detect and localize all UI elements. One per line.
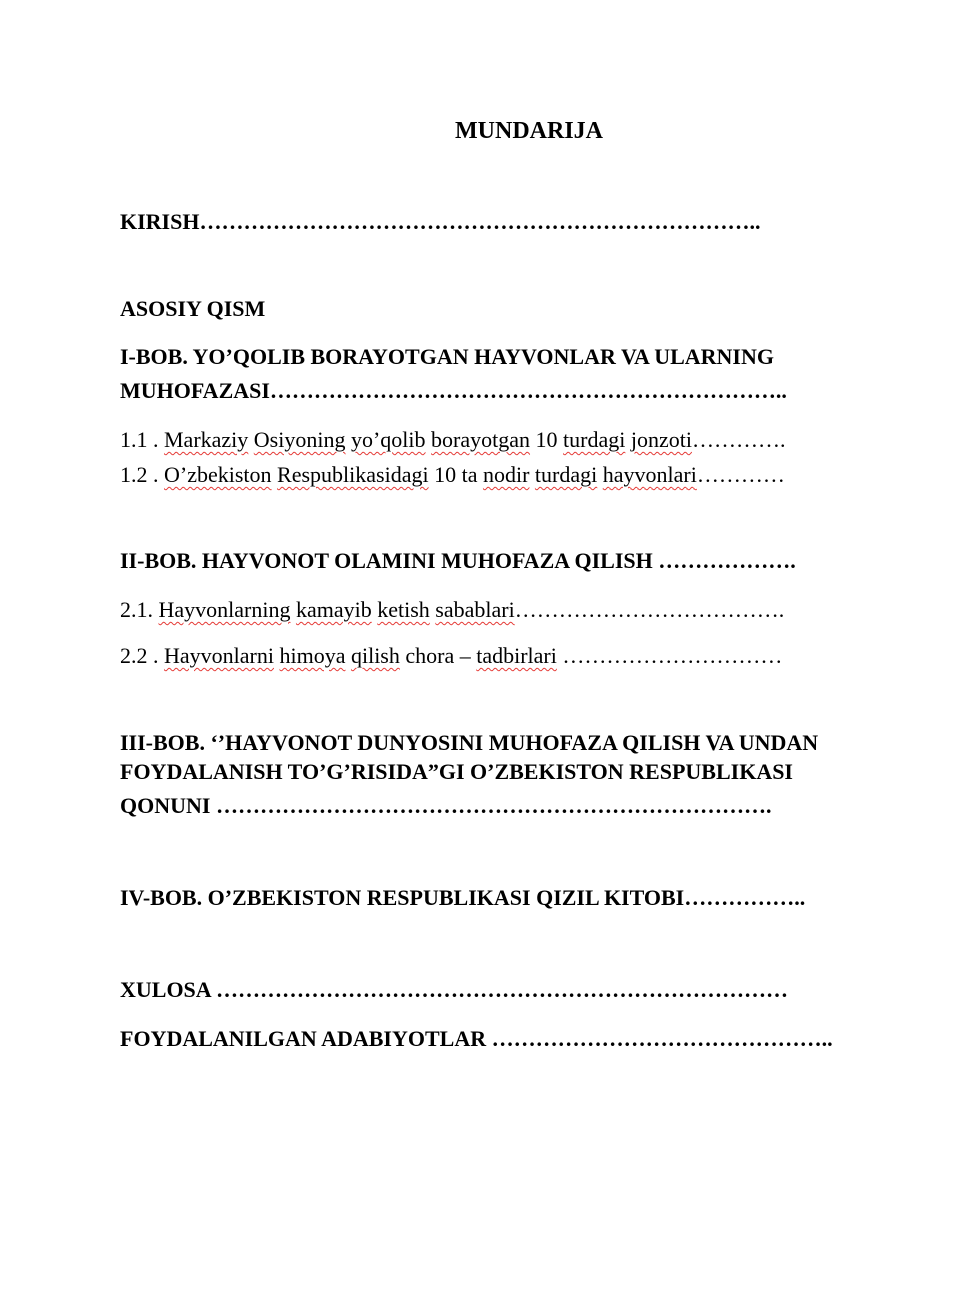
text: 10 ta [428, 462, 483, 487]
word: hayvonlari [602, 462, 697, 487]
page-title: MUNDARIJA [455, 118, 603, 144]
word: turdagi [534, 462, 598, 487]
word: Osiyoning [253, 427, 346, 452]
toc-entry-adabiyotlar: FOYDALANILGAN ADABIYOTLAR ……………………………………….. [120, 1026, 833, 1051]
toc-subsection-2-1 [120, 596, 784, 624]
toc-chapter-1-line2: MUHOFAZASI…………………………………………………………….. [120, 378, 787, 403]
toc-chapter-4: IV-BOB. O’ZBEKISTON RESPUBLIKASI QIZIL KITOBI…………….. [120, 885, 806, 910]
word: Hayvonlarni [164, 643, 274, 668]
subsection-number: 2.1. [120, 597, 159, 622]
word: jonzoti [630, 427, 692, 452]
word: nodir [482, 462, 530, 487]
toc-entry-kirish: KIRISH………………………………………………………………….. [120, 209, 761, 234]
word: ketish [377, 597, 430, 622]
toc-entry-xulosa: XULOSA …………………………………………………………………… [120, 977, 788, 1002]
word: turdagi [563, 427, 626, 452]
leader-dots: ………………………… [556, 643, 783, 668]
toc-section-asosiy: ASOSIY QISM [120, 296, 266, 321]
leader-dots: …………. [691, 427, 786, 452]
leader-dots: ………… [696, 462, 785, 487]
toc-chapter-3-line1: III-BOB. ‘’HAYVONOT DUNYOSINI MUHOFAZA QILISH VA UNDAN [120, 730, 819, 755]
word: tadbirlari [476, 643, 557, 668]
word: Hayvonlarning [158, 597, 291, 622]
subsection-number: 1.1 . [120, 427, 164, 452]
toc-subsection-1-2 [120, 461, 785, 489]
word: O’zbekiston [164, 462, 272, 487]
subsection-number: 2.2 . [120, 643, 164, 668]
word: sabablari [435, 597, 515, 622]
word: kamayib [295, 597, 372, 622]
toc-subsection-2-2 [120, 642, 782, 670]
text: chora – [399, 643, 477, 668]
toc-subsection-1-1 [120, 426, 785, 454]
leader-dots: ………………………………. [514, 597, 785, 622]
word: Markaziy [164, 427, 249, 452]
toc-chapter-3-line2: FOYDALANISH TO’G’RISIDA”GI O’ZBEKISTON RESPUBLIKASI [120, 759, 793, 784]
word: himoya [279, 643, 346, 668]
word: borayotgan [431, 427, 531, 452]
word: yo’qolib [350, 427, 426, 452]
word: qilish [350, 643, 400, 668]
word: Respublikasidagi [277, 462, 429, 487]
toc-chapter-3-line3: QONUNI …………………………………………………………………. [120, 793, 772, 818]
subsection-number: 1.2 . [120, 462, 164, 487]
toc-chapter-1-line1: I-BOB. YO’QOLIB BORAYOTGAN HAYVONLAR VA ULARNING [120, 344, 774, 369]
text: 10 [530, 427, 564, 452]
toc-chapter-2: II-BOB. HAYVONOT OLAMINI MUHOFAZA QILISH ………………. [120, 548, 796, 573]
